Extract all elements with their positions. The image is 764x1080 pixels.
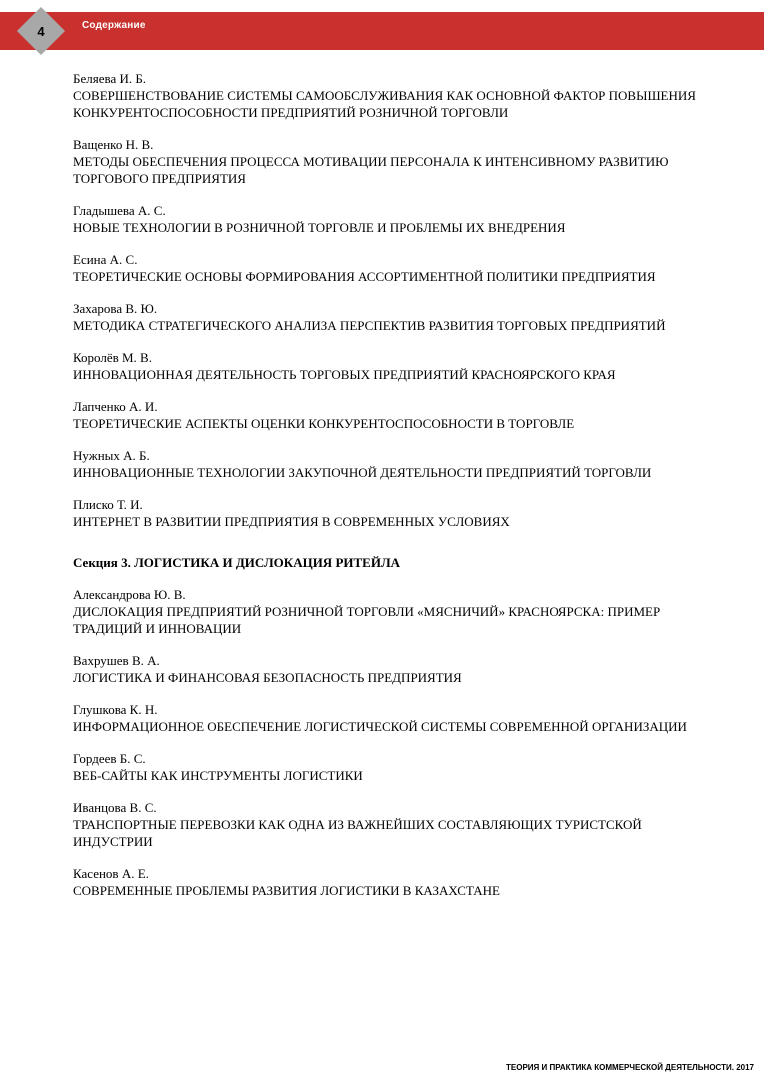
toc-entry[interactable] (73, 496, 703, 530)
entry-title: ИНФОРМАЦИОННОЕ ОБЕСПЕЧЕНИЕ ЛОГИСТИЧЕСКОЙ СИСТЕМЫ СОВРЕМЕННОЙ ОРГАНИЗАЦИИ (73, 719, 687, 734)
entry-title: МЕТОДЫ ОБЕСПЕЧЕНИЯ ПРОЦЕССА МОТИВАЦИИ ПЕРСОНАЛА К ИНТЕНСИВНОМУ РАЗВИТИЮ ТОРГОВОГО ПРЕДПРИЯТИЯ (73, 154, 669, 186)
entry-author: Плиско Т. И. (73, 497, 143, 512)
entry-author: Гладышева А. С. (73, 203, 166, 218)
toc-entry[interactable] (73, 652, 703, 686)
entry-title: ЛОГИСТИКА И ФИНАНСОВАЯ БЕЗОПАСНОСТЬ ПРЕДПРИЯТИЯ (73, 670, 462, 685)
entry-author: Ващенко Н. В. (73, 137, 154, 152)
entry-title: ТЕОРЕТИЧЕСКИЕ ОСНОВЫ ФОРМИРОВАНИЯ АССОРТИМЕНТНОЙ ПОЛИТИКИ ПРЕДПРИЯТИЯ (73, 269, 656, 284)
toc-entry[interactable] (73, 136, 703, 187)
entry-author: Касенов А. Е. (73, 866, 149, 881)
entry-title: НОВЫЕ ТЕХНОЛОГИИ В РОЗНИЧНОЙ ТОРГОВЛЕ И ПРОБЛЕМЫ ИХ ВНЕДРЕНИЯ (73, 220, 566, 235)
toc-entry[interactable] (73, 70, 703, 121)
entry-author: Иванцова В. С. (73, 800, 157, 815)
toc-entry[interactable] (73, 398, 703, 432)
entry-author: Глушкова К. Н. (73, 702, 158, 717)
toc-entry[interactable] (73, 447, 703, 481)
section-heading: Секция 3. ЛОГИСТИКА И ДИСЛОКАЦИЯ РИТЕЙЛА (73, 555, 401, 570)
table-of-contents (73, 70, 703, 914)
entry-title: ТРАНСПОРТНЫЕ ПЕРЕВОЗКИ КАК ОДНА ИЗ ВАЖНЕЙШИХ СОСТАВЛЯЮЩИХ ТУРИСТСКОЙ ИНДУСТРИИ (73, 817, 642, 849)
entry-author: Есина А. С. (73, 252, 138, 267)
entry-title: СОВРЕМЕННЫЕ ПРОБЛЕМЫ РАЗВИТИЯ ЛОГИСТИКИ В КАЗАХСТАНЕ (73, 883, 500, 898)
entry-title: ТЕОРЕТИЧЕСКИЕ АСПЕКТЫ ОЦЕНКИ КОНКУРЕНТОСПОСОБНОСТИ В ТОРГОВЛЕ (73, 416, 575, 431)
toc-entry[interactable] (73, 750, 703, 784)
toc-entry[interactable] (73, 865, 703, 899)
page-number: 4 (37, 23, 45, 39)
entry-author: Королёв М. В. (73, 350, 152, 365)
entry-author: Беляева И. Б. (73, 71, 147, 86)
entry-author: Александрова Ю. В. (73, 587, 186, 602)
entry-author: Нужных А. Б. (73, 448, 150, 463)
toc-entry[interactable] (73, 202, 703, 236)
entry-title: ИНТЕРНЕТ В РАЗВИТИИ ПРЕДПРИЯТИЯ В СОВРЕМЕННЫХ УСЛОВИЯХ (73, 514, 510, 529)
entry-author: Вахрушев В. А. (73, 653, 160, 668)
toc-entry[interactable] (73, 586, 703, 637)
entry-title: ИННОВАЦИОННЫЕ ТЕХНОЛОГИИ ЗАКУПОЧНОЙ ДЕЯТЕЛЬНОСТИ ПРЕДПРИЯТИЙ ТОРГОВЛИ (73, 465, 652, 480)
entry-author: Лапченко А. И. (73, 399, 158, 414)
footer-journal-title: ТЕОРИЯ И ПРАКТИКА КОММЕРЧЕСКОЙ ДЕЯТЕЛЬНОСТИ. 2017 (506, 1063, 754, 1072)
entry-title: МЕТОДИКА СТРАТЕГИЧЕСКОГО АНАЛИЗА ПЕРСПЕКТИВ РАЗВИТИЯ ТОРГОВЫХ ПРЕДПРИЯТИЙ (73, 318, 666, 333)
entry-author: Захарова В. Ю. (73, 301, 158, 316)
entry-title: ВЕБ-САЙТЫ КАК ИНСТРУМЕНТЫ ЛОГИСТИКИ (73, 768, 363, 783)
toc-entry[interactable] (73, 251, 703, 285)
header-title: Содержание (82, 20, 146, 31)
header-bar (0, 12, 764, 50)
toc-entry[interactable] (73, 799, 703, 850)
entry-title: СОВЕРШЕНСТВОВАНИЕ СИСТЕМЫ САМООБСЛУЖИВАНИЯ КАК ОСНОВНОЙ ФАКТОР ПОВЫШЕНИЯ КОНКУРЕНТОСПОСОБНОСТИ ПРЕДПРИЯТИЙ РОЗНИЧНОЙ ТОРГОВЛИ (73, 88, 696, 120)
toc-entry[interactable] (73, 349, 703, 383)
entry-title: ДИСЛОКАЦИЯ ПРЕДПРИЯТИЙ РОЗНИЧНОЙ ТОРГОВЛИ «МЯСНИЧИЙ» КРАСНОЯРСКА: ПРИМЕР ТРАДИЦИЙ И ИННОВАЦИИ (73, 604, 661, 636)
entry-title: ИННОВАЦИОННАЯ ДЕЯТЕЛЬНОСТЬ ТОРГОВЫХ ПРЕДПРИЯТИЙ КРАСНОЯРСКОГО КРАЯ (73, 367, 616, 382)
entry-author: Гордеев Б. С. (73, 751, 146, 766)
toc-entry[interactable] (73, 701, 703, 735)
toc-entry[interactable] (73, 300, 703, 334)
